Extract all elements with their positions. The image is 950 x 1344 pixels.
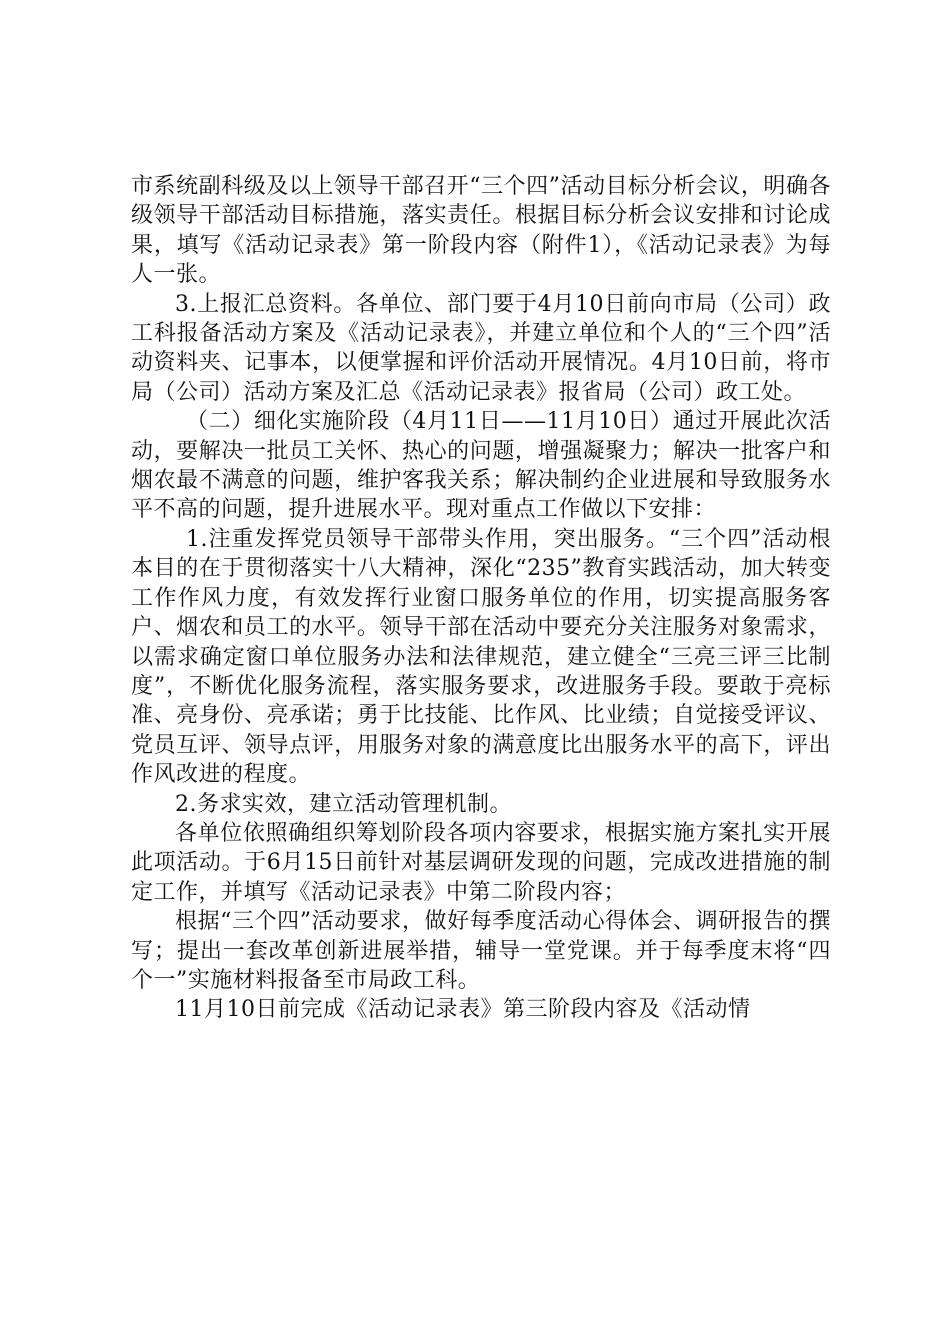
paragraph-quarterly-tasks: 根据“三个四”活动要求，做好每季度活动心得体会、调研报告的撰写；提出一套改革创新进展举措，辅导一堂党课。并于每季度末将“四个一”实施材料报备至市局政工科。	[131, 909, 831, 993]
paragraph-implementation-stage: （二）细化实施阶段（4月11日——11月10日）通过开展此次活动，要解决一批员工关怀、热心的问题，增强凝聚力；解决一批客户和烟农最不满意的问题，维护客我关系；解决制约企业进展和导致服务水平不高的问题，提升进展水平。现对重点工作做以下安排：	[131, 409, 831, 523]
paragraph-report-materials: 3.上报汇总资料。各单位、部门要于4月10日前向市局（公司）政工科报备活动方案及《活动记录表》，并建立单位和个人的“三个四”活动资料夹、记事本，以便掌握和评价活动开展情况。4月10日前，将市局（公司）活动方案及汇总《活动记录表》报省局（公司）政工处。	[131, 291, 831, 405]
paragraph-party-leadership: 1.注重发挥党员领导干部带头作用，突出服务。“三个四”活动根本目的在于贯彻落实十八大精神，深化“235”教育实践活动，加大转变工作作风力度，有效发挥行业窗口服务单位的作用，切实提高服务客户、烟农和员工的水平。领导干部在活动中要充分关注服务对象需求，以需求确定窗口单位服务办法和法律规范，建立健全“三亮三评三比制度”，不断优化服务流程，落实服务要求，改进服务手段。要敢于亮标准、亮身份、亮承诺；勇于比技能、比作风、比业绩；自觉接受评议、党员互评、领导点评，用服务对象的满意度比出服务水平的高下，评出作风改进的程度。	[131, 526, 831, 788]
paragraph-final-deadline: 11月10日前完成《活动记录表》第三阶段内容及《活动情	[175, 997, 751, 1023]
document-body	[131, 172, 831, 1025]
paragraph-management-mechanism: 2.务求实效，建立活动管理机制。	[175, 791, 512, 817]
paragraph-unit-requirements: 各单位依照确组织筹划阶段各项内容要求，根据实施方案扎实开展此项活动。于6月15日前针对基层调研发现的问题，完成改进措施的制定工作，并填写《活动记录表》中第二阶段内容；	[131, 820, 831, 905]
paragraph-goal-meeting: 市系统副科级及以上领导干部召开“三个四”活动目标分析会议，明确各级领导干部活动目标措施，落实责任。根据目标分析会议安排和讨论成果，填写《活动记录表》第一阶段内容（附件1），《活动记录表》为每人一张。	[131, 174, 831, 288]
